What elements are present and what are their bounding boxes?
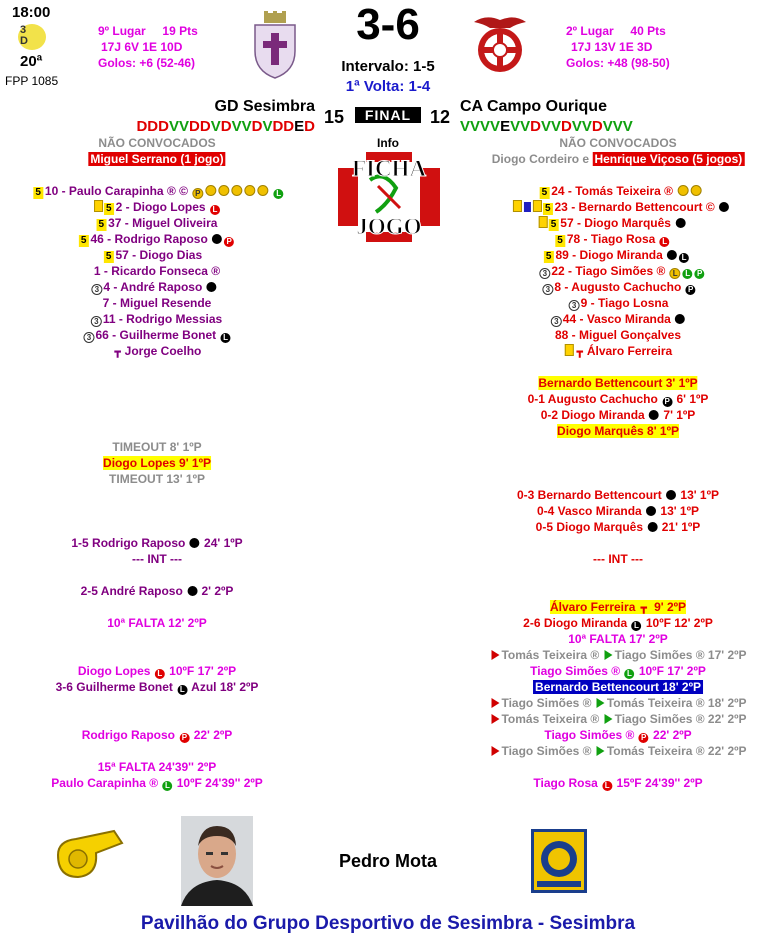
event-text: Tomás Teixeira ® 18' 2ºP: [606, 696, 747, 710]
home-foul-event: [78, 663, 236, 679]
event-text: Bernardo Bettencourt 3' 1ºP: [538, 376, 698, 390]
status-text: FINAL: [364, 107, 412, 123]
player-name[interactable]: 11 - Rodrigo Messias: [102, 312, 223, 326]
home-timeout: TIMEOUT 13' 1ºP: [109, 472, 205, 486]
p-icon: P: [695, 269, 705, 279]
away-position: 2º Lugar: [566, 24, 614, 38]
foul-l-icon: L: [177, 685, 187, 695]
goal-icon: [675, 314, 685, 324]
sub-3-icon: 3: [91, 316, 102, 327]
form-result: D: [147, 118, 159, 135]
coach-icon: ┳: [114, 347, 121, 358]
foul-l-icon: L: [660, 237, 670, 247]
shirt-5-icon: 5: [550, 219, 557, 230]
event-text: Tiago Simões ®: [501, 696, 592, 710]
away-player-row[interactable]: [555, 327, 681, 343]
foul-l-icon: L: [683, 269, 693, 279]
goal-icon: [667, 250, 677, 260]
foul-l-icon: L: [679, 253, 689, 263]
form-result: D: [530, 118, 541, 135]
form-result: D: [272, 118, 284, 135]
form-result: V: [510, 118, 521, 135]
away-goal-event: [541, 407, 696, 423]
home-record: 17J 6V 1E 10D: [101, 40, 183, 54]
home-player-row[interactable]: [90, 279, 217, 295]
final-score: 3-6: [356, 0, 420, 49]
event-time: 10ºF 12' 2ºP: [645, 616, 713, 630]
event-time: 10ºF 17' 2ºP: [638, 664, 706, 678]
event-time: 21' 1ºP: [661, 520, 701, 534]
away-goal-event: [537, 503, 699, 519]
goal-icon: [646, 506, 656, 516]
player-name[interactable]: 89 - Diogo Miranda: [555, 248, 663, 262]
away-crest[interactable]: [472, 12, 528, 80]
home-position: 9º Lugar: [98, 24, 146, 38]
form-result: V: [480, 118, 491, 135]
event-text: Bernardo Bettencourt 18' 2ºP: [535, 680, 701, 694]
away-card-event: [538, 375, 697, 391]
player-name[interactable]: 7 - Miguel Resende: [102, 296, 212, 310]
round-number: 20ª: [20, 53, 43, 70]
away-player-row[interactable]: [541, 279, 696, 295]
home-player-row[interactable]: [113, 343, 202, 359]
event-time: 6' 1ºP: [676, 392, 709, 406]
away-goal-event: [517, 487, 719, 503]
away-player-row[interactable]: [555, 231, 670, 247]
round-badge-text: 3 D: [20, 24, 28, 47]
home-points: 19 Pts: [162, 24, 198, 38]
home-goals: Golos: +6 (52-46): [98, 56, 196, 70]
home-goal-event: [71, 535, 242, 551]
form-result: V: [550, 118, 561, 135]
coach-icon: ┳: [640, 603, 647, 614]
event-text: Tiago Rosa: [533, 776, 598, 790]
event-time: 2' 2ºP: [201, 584, 234, 598]
home-player-row[interactable]: [103, 295, 212, 311]
sub-in-arrow-icon: [597, 746, 605, 756]
interval-score: Intervalo: 1-5: [341, 58, 435, 75]
home-crest[interactable]: [250, 11, 300, 79]
home-foul-event: [51, 775, 263, 791]
jogo-text: JOGO: [356, 214, 422, 239]
form-result: V: [460, 118, 471, 135]
event-time: 10ºF 24'39'' 2ºP: [176, 776, 263, 790]
foul-l-icon: L: [155, 669, 165, 679]
home-timeout: TIMEOUT 8' 1ºP: [112, 440, 202, 454]
foul-l-icon: L: [670, 268, 681, 279]
away-goal-event: [528, 391, 709, 407]
home-player-row[interactable]: [97, 215, 218, 231]
goal-icon: [207, 282, 217, 292]
form-result: D: [158, 118, 169, 135]
goal-icon: [719, 202, 729, 212]
p-icon: P: [639, 733, 649, 743]
coach-name[interactable]: Álvaro Ferreira: [586, 344, 673, 358]
home-nc-title: NÃO CONVOCADOS: [98, 136, 216, 150]
event-text: 2-6 Diogo Miranda: [523, 616, 628, 630]
event-text: Álvaro Ferreira: [549, 600, 636, 614]
referee-name[interactable]: Pedro Mota: [338, 851, 438, 871]
away-player-row[interactable]: [512, 199, 730, 215]
away-nc-prefix: Diogo Cordeiro e: [491, 152, 590, 166]
form-result: E: [500, 118, 511, 135]
form-result: V: [602, 118, 613, 135]
away-team-name[interactable]: CA Campo Ourique: [460, 98, 607, 115]
player-name[interactable]: 9 - Tiago Losna: [580, 296, 669, 310]
goal-ball-icon: [218, 185, 229, 196]
ficha-text: FICHA: [351, 156, 427, 181]
foul-l-icon: L: [632, 621, 642, 631]
player-name[interactable]: 8 - Augusto Cachucho: [554, 280, 682, 294]
event-text: 0-1 Augusto Cachucho: [527, 392, 658, 406]
form-result: V: [210, 118, 221, 135]
sub-3-icon: 3: [83, 332, 94, 343]
home-team-name[interactable]: GD Sesimbra: [214, 98, 315, 115]
away-card-event: [550, 599, 686, 615]
shirt-5-icon: 5: [541, 187, 548, 198]
player-name[interactable]: 1 - Ricardo Fonseca ®: [93, 264, 221, 278]
shirt-5-icon: 5: [545, 251, 552, 262]
form-result: D: [189, 118, 200, 135]
away-foul-event: [530, 663, 706, 679]
away-sub-event: [489, 647, 746, 663]
home-foul-event: [82, 727, 233, 743]
away-card-event: [557, 423, 679, 439]
foul-l-icon: L: [274, 189, 284, 199]
p-icon: P: [224, 237, 234, 247]
home-interval: --- INT ---: [132, 552, 182, 566]
player-name[interactable]: 66 - Guilherme Bonet: [95, 328, 217, 342]
event-text: Tomás Teixeira ® 22' 2ºP: [606, 744, 747, 758]
player-name[interactable]: 44 - Vasco Miranda: [562, 312, 671, 326]
away-sub-event: [489, 695, 746, 711]
event-text: Tiago Simões ® 22' 2ºP: [614, 712, 747, 726]
yellow-card-icon: [533, 200, 542, 212]
home-player-row[interactable]: [33, 183, 284, 199]
event-time: 10ºF 17' 2ºP: [169, 664, 237, 678]
event-text: Rodrigo Raposo: [81, 728, 176, 742]
foul-l-icon: L: [162, 781, 172, 791]
event-text: 2-5 André Raposo: [80, 584, 183, 598]
sub-out-arrow-icon: [491, 714, 499, 724]
event-time: 13' 1ºP: [680, 488, 719, 502]
p-ball-icon: P: [192, 188, 203, 199]
event-time: Azul 18' 2ºP: [191, 680, 259, 694]
goal-ball-icon: [205, 185, 216, 196]
home-rank: 15: [324, 107, 345, 127]
event-text: Diogo Lopes 9' 1ºP: [103, 456, 211, 470]
sub-in-arrow-icon: [597, 698, 605, 708]
form-result: D: [199, 118, 211, 135]
goal-icon: [649, 410, 659, 420]
shirt-5-icon: 5: [544, 203, 551, 214]
sub-3-icon: 3: [542, 284, 553, 295]
sub-out-arrow-icon: [491, 746, 499, 756]
away-record: 17J 13V 1E 3D: [571, 40, 653, 54]
form-result: V: [168, 118, 179, 135]
event-time: 22' 2ºP: [653, 728, 692, 742]
status-badge: [355, 107, 421, 123]
away-rank: 12: [430, 107, 451, 127]
player-name[interactable]: 4 - André Raposo: [103, 280, 203, 294]
goal-icon: [190, 538, 200, 548]
kickoff-time: 18:00: [12, 4, 51, 21]
player-name[interactable]: 2 - Diogo Lopes: [115, 200, 206, 214]
event-text: 0-4 Vasco Miranda: [536, 504, 642, 518]
round-badge: [18, 24, 46, 50]
sub-3-icon: 3: [539, 268, 550, 279]
home-form: [136, 118, 315, 135]
event-text: 0-2 Diogo Miranda: [540, 408, 645, 422]
event-text: Tiago Simões ®: [501, 744, 592, 758]
event-text: 1-5 Rodrigo Raposo: [71, 536, 186, 550]
event-time: 7' 1ºP: [663, 408, 696, 422]
away-player-row[interactable]: [538, 263, 705, 279]
form-result: D: [220, 118, 232, 135]
shirt-5-icon: 5: [98, 219, 105, 230]
home-goal-event: [81, 583, 234, 599]
event-text: Diogo Marquês 8' 1ºP: [557, 424, 679, 438]
away-player-row[interactable]: [568, 295, 669, 311]
home-foul-event: 10ª FALTA 12' 2ºP: [107, 616, 207, 630]
goal-ball-icon: [257, 185, 268, 196]
blue-card-icon: [524, 202, 531, 212]
sub-in-arrow-icon: [605, 650, 613, 660]
home-goal-event: [56, 679, 259, 695]
away-sub-event: [489, 711, 746, 727]
foul-l-icon: L: [624, 669, 634, 679]
event-text: 3-6 Guilherme Bonet: [55, 680, 173, 694]
yellow-card-icon: [513, 200, 522, 212]
event-text: Tomás Teixeira ®: [501, 648, 600, 662]
home-player-row[interactable]: [104, 247, 202, 263]
event-time: 9' 2ºP: [654, 600, 687, 614]
foul-l-icon: L: [221, 333, 231, 343]
event-text: Tiago Simões ®: [530, 664, 621, 678]
match-code: FPP 1085: [5, 74, 59, 88]
form-result: E: [294, 118, 305, 135]
form-result: V: [622, 118, 633, 135]
sub-out-arrow-icon: [491, 650, 499, 660]
away-nc-list: [492, 151, 745, 167]
p-icon: P: [179, 733, 189, 743]
away-sub-event: [489, 743, 746, 759]
p-icon: P: [686, 285, 696, 295]
away-foul-event: [544, 727, 691, 743]
event-time: 15ºF 24'39'' 2ºP: [616, 776, 703, 790]
away-player-row[interactable]: [564, 343, 672, 359]
form-result: V: [241, 118, 252, 135]
form-result: V: [520, 118, 531, 135]
event-text: Tomás Teixeira ®: [501, 712, 600, 726]
foul-l-icon: L: [210, 205, 220, 215]
form-result: V: [262, 118, 273, 135]
player-name[interactable]: 22 - Tiago Simões ®: [551, 264, 666, 278]
away-player-row[interactable]: [540, 183, 703, 199]
away-player-row[interactable]: [544, 247, 690, 263]
goal-icon: [212, 234, 222, 244]
ficha-jogo-logo[interactable]: [338, 152, 440, 242]
player-name[interactable]: 37 - Miguel Oliveira: [108, 216, 218, 230]
event-text: Paulo Carapinha ®: [51, 776, 159, 790]
player-name[interactable]: 46 - Rodrigo Raposo: [90, 232, 208, 246]
form-result: V: [581, 118, 592, 135]
info-link[interactable]: Info: [377, 136, 399, 150]
sub-3-icon: 3: [91, 284, 102, 295]
goal-icon: [647, 522, 657, 532]
away-interval: --- INT ---: [593, 552, 643, 566]
form-result: V: [571, 118, 582, 135]
first-leg-score: 1ª Volta: 1-4: [345, 78, 431, 95]
home-foul-event: 15ª FALTA 24'39'' 2ºP: [97, 760, 217, 774]
form-result: V: [470, 118, 481, 135]
away-form: [460, 118, 633, 135]
away-stats: [566, 23, 670, 71]
player-name[interactable]: 57 - Diogo Marquês: [560, 216, 671, 230]
player-name[interactable]: 23 - Bernardo Bettencourt ©: [554, 200, 715, 214]
away-goal-event: [536, 519, 701, 535]
yellow-card-icon: [94, 200, 103, 212]
shirt-5-icon: 5: [105, 251, 112, 262]
yellow-card-icon: [539, 216, 548, 228]
event-time: 13' 1ºP: [660, 504, 700, 518]
shirt-5-icon: 5: [557, 235, 563, 246]
player-name[interactable]: 57 - Diogo Dias: [115, 248, 203, 262]
home-nc-player[interactable]: Miguel Serrano (1 jogo): [90, 152, 224, 166]
form-result: V: [612, 118, 623, 135]
home-player-row[interactable]: [79, 231, 235, 247]
goal-icon: [187, 586, 197, 596]
federation-logo[interactable]: [531, 829, 587, 893]
sub-out-arrow-icon: [491, 698, 499, 708]
away-goal-event: [523, 615, 713, 631]
foul-l-icon: L: [602, 781, 612, 791]
player-name[interactable]: 78 - Tiago Rosa: [566, 232, 656, 246]
sub-in-arrow-icon: [605, 714, 613, 724]
goal-ball-icon: [231, 185, 242, 196]
player-name[interactable]: 88 - Miguel Gonçalves: [554, 328, 682, 342]
p-icon: P: [662, 397, 672, 407]
goal-icon: [675, 218, 685, 228]
sub-3-icon: 3: [551, 316, 562, 327]
coach-name[interactable]: Jorge Coelho: [124, 344, 202, 358]
form-result: D: [136, 118, 148, 135]
form-result: D: [251, 118, 263, 135]
away-nc-player[interactable]: Henrique Viçoso (5 jogos): [594, 152, 743, 166]
home-player-row[interactable]: [82, 327, 231, 343]
player-name[interactable]: 24 - Tomás Teixeira ®: [551, 184, 673, 198]
form-result: V: [231, 118, 242, 135]
away-foul-event: [533, 775, 702, 791]
form-result: D: [283, 118, 295, 135]
form-result: V: [490, 118, 501, 135]
player-name[interactable]: 10 - Paulo Carapinha ® ©: [44, 184, 188, 198]
goal-ball-icon: [244, 185, 255, 196]
home-player-row[interactable]: [90, 311, 222, 327]
venue-link[interactable]: Pavilhão do Grupo Desportivo de Sesimbra - Sesimbra: [140, 913, 636, 934]
goal-ball-icon: [677, 185, 688, 196]
whistle-icon: [52, 825, 128, 883]
form-result: V: [540, 118, 551, 135]
home-player-row[interactable]: [93, 199, 221, 215]
event-text: Tiago Simões ®: [544, 728, 635, 742]
away-player-row[interactable]: [550, 311, 686, 327]
event-text: Diogo Lopes: [77, 664, 151, 678]
form-result: D: [560, 118, 572, 135]
home-player-row[interactable]: [94, 263, 220, 279]
coach-icon: ┳: [576, 347, 583, 358]
event-text: Tiago Simões ® 17' 2ºP: [614, 648, 747, 662]
event-time: 22' 2ºP: [193, 728, 233, 742]
away-card-event: [533, 679, 703, 695]
goal-ball-icon: [690, 185, 701, 196]
form-result: V: [179, 118, 190, 135]
form-result: D: [304, 118, 315, 135]
event-text: 0-5 Diogo Marquês: [535, 520, 644, 534]
shirt-5-icon: 5: [106, 203, 112, 214]
home-stats: [98, 23, 198, 71]
home-card-event: [103, 455, 211, 471]
shirt-5-icon: 5: [80, 235, 87, 246]
away-points: 40 Pts: [630, 24, 666, 38]
event-text: 0-3 Bernardo Bettencourt: [517, 488, 662, 502]
referee-photo[interactable]: [181, 816, 253, 906]
goal-icon: [666, 490, 676, 500]
away-foul-event: 10ª FALTA 17' 2ºP: [568, 632, 668, 646]
sub-3-icon: 3: [569, 300, 580, 311]
away-nc-title: NÃO CONVOCADOS: [559, 136, 677, 150]
shirt-5-icon: 5: [35, 187, 41, 198]
away-goals: Golos: +48 (98-50): [566, 56, 670, 70]
home-nc-list: [88, 151, 225, 167]
yellow-card-icon: [565, 344, 574, 356]
form-result: D: [591, 118, 603, 135]
away-player-row[interactable]: [538, 215, 687, 231]
event-time: 24' 1ºP: [204, 536, 243, 550]
